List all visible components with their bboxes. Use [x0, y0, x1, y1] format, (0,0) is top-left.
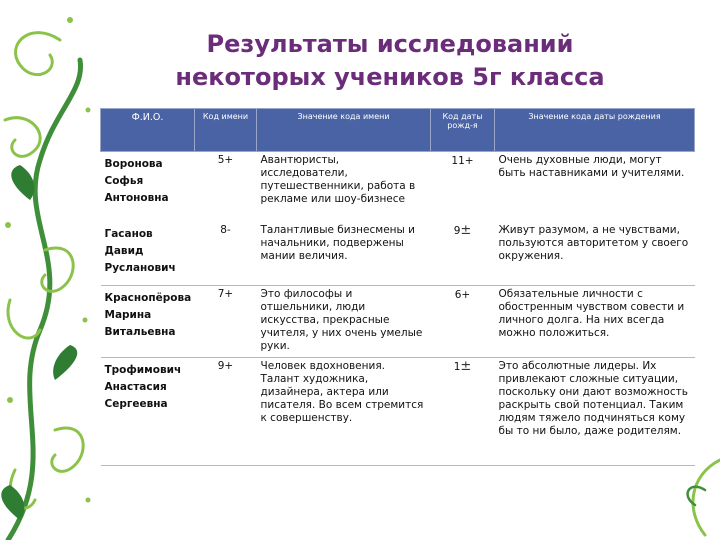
floral-ornament-left [0, 0, 100, 540]
date-code [431, 222, 495, 286]
page-title [110, 28, 670, 94]
name-code: 8- [195, 222, 257, 286]
student-name [101, 358, 195, 466]
patronymic: Антоновна [104, 192, 169, 204]
first-name: Софья [104, 175, 144, 187]
patronymic: Русланович [104, 261, 176, 274]
results-table [100, 108, 695, 466]
name-code: 5+ [217, 154, 234, 166]
last-name: Трофимович [104, 364, 182, 376]
date-meaning: Это абсолютные лидеры. Их привлекают сложные ситуации, поскольку они дают возможность раскрыть свой потенциал. Таким людям тяжело подчиняться кому бы то ни было, даже родителям. [495, 358, 695, 466]
name-code: 7+ [195, 286, 257, 358]
student-name [101, 222, 195, 286]
last-name: Гасанов [104, 227, 153, 240]
first-name: Марина [104, 309, 152, 321]
date-code-value: 11+ [451, 155, 474, 167]
title-line-1: Результаты исследований [206, 30, 574, 58]
date-code-value: 9 [453, 224, 461, 237]
name-meaning: Это философы и отшельники, люди искусства, прекрасные учителя, у них очень умелые руки. [257, 286, 431, 358]
patronymic: Витальевна [104, 326, 176, 338]
table-row [101, 222, 695, 286]
date-code [431, 358, 495, 466]
header-date-code: Код даты рожд-я [431, 109, 495, 152]
name-meaning: Талантливые бизнесмены и начальники, подвержены мании величия. [257, 222, 431, 286]
header-name-meaning: Значение кода имени [257, 109, 431, 152]
first-name: Давид [104, 244, 144, 257]
last-name: Краснопёрова [104, 292, 192, 304]
header-fio: Ф.И.О. [101, 109, 195, 152]
header-name-code: Код имени [195, 109, 257, 152]
date-code-value: 1 [453, 361, 461, 373]
first-name: Анастасия [104, 381, 167, 393]
header-date-meaning: Значение кода даты рождения [495, 109, 695, 152]
table-header-row [101, 109, 695, 152]
date-code [431, 152, 495, 222]
name-meaning: Человек вдохновения. Талант художника, дизайнера, актера или писателя. Во всем стремится к совершенству. [257, 358, 431, 466]
last-name: Воронова [104, 158, 163, 170]
date-meaning: Обязательные личности с обостренным чувством совести и личного долга. На них всегда можно положиться. [495, 286, 695, 358]
table-row [101, 286, 695, 358]
patronymic: Сергеевна [104, 398, 168, 410]
student-name [101, 152, 195, 222]
date-meaning: Живут разумом, а не чувствами, пользуются авторитетом у своего окружения. [495, 222, 695, 286]
plus-minus-symbol: ± [460, 359, 472, 374]
plus-minus-symbol: ± [460, 222, 472, 238]
table-row [101, 152, 695, 222]
date-code [431, 286, 495, 358]
title-line-2: некоторых учеников 5г класса [175, 63, 605, 91]
student-name [101, 286, 195, 358]
date-code-value: 6+ [454, 289, 471, 301]
table-row [101, 358, 695, 466]
name-meaning: Авантюристы, исследователи, путешественники, работа в рекламе или шоу-бизнесе [260, 154, 416, 205]
date-meaning: Очень духовные люди, могут быть наставниками и учителями. [498, 154, 685, 179]
name-code: 9+ [195, 358, 257, 466]
